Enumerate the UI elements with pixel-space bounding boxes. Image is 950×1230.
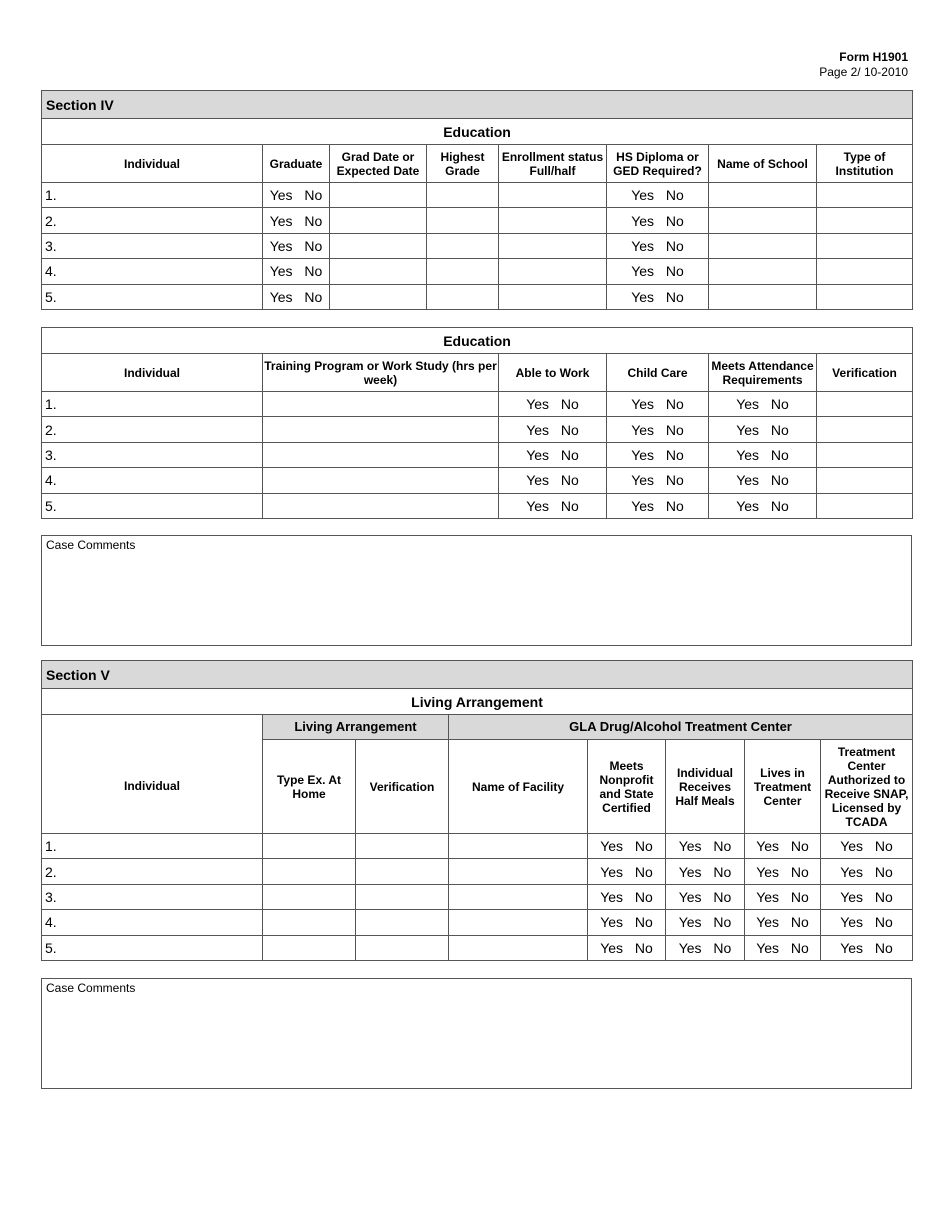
col-receives-half-meals: Individual Receives Half Meals (666, 740, 745, 834)
table-row (42, 392, 913, 417)
child-care-yes-no[interactable]: Yes No (607, 392, 709, 417)
col-highest-grade: Highest Grade (427, 145, 499, 183)
institution-type-field[interactable] (817, 259, 913, 284)
nonprofit-yes-no[interactable]: Yes No (588, 884, 666, 909)
attendance-yes-no[interactable]: Yes No (709, 417, 817, 442)
school-name-field[interactable] (709, 208, 817, 233)
row-index: 5. (42, 493, 263, 518)
table-row (42, 935, 913, 960)
table-row (42, 259, 913, 284)
grad-date-field[interactable] (330, 259, 427, 284)
school-name-field[interactable] (709, 233, 817, 258)
half-meals-yes-no[interactable]: Yes No (666, 884, 745, 909)
grad-date-field[interactable] (330, 284, 427, 309)
training-program-field[interactable] (263, 468, 499, 493)
row-index: 1. (42, 183, 263, 208)
highest-grade-field[interactable] (427, 259, 499, 284)
enrollment-field[interactable] (499, 208, 607, 233)
graduate-yes-no[interactable]: Yes No (263, 233, 330, 258)
verification-field[interactable] (817, 493, 913, 518)
nonprofit-yes-no[interactable]: Yes No (588, 834, 666, 859)
institution-type-field[interactable] (817, 284, 913, 309)
col-training-program: Training Program or Work Study (hrs per week) (263, 354, 499, 392)
authorized-snap-yes-no[interactable]: Yes No (821, 935, 913, 960)
col-individual: Individual (42, 740, 263, 834)
hs-diploma-yes-no[interactable]: Yes No (607, 233, 709, 258)
row-index: 1. (42, 834, 263, 859)
case-comments-section-5[interactable] (41, 978, 912, 1089)
education-table-2-title: Education (42, 328, 913, 354)
lives-in-center-yes-no[interactable]: Yes No (745, 935, 821, 960)
verification-field[interactable] (356, 834, 449, 859)
col-verification: Verification (356, 740, 449, 834)
row-index: 3. (42, 442, 263, 467)
form-identifier (819, 50, 908, 80)
graduate-yes-no[interactable]: Yes No (263, 284, 330, 309)
col-name-of-school: Name of School (709, 145, 817, 183)
authorized-snap-yes-no[interactable]: Yes No (821, 834, 913, 859)
col-graduate: Graduate (263, 145, 330, 183)
row-index: 4. (42, 468, 263, 493)
type-field[interactable] (263, 910, 356, 935)
authorized-snap-yes-no[interactable]: Yes No (821, 859, 913, 884)
education-table-1 (41, 90, 913, 310)
attendance-yes-no[interactable]: Yes No (709, 442, 817, 467)
attendance-yes-no[interactable]: Yes No (709, 493, 817, 518)
section-4-title: Section IV (42, 91, 913, 119)
able-to-work-yes-no[interactable]: Yes No (499, 417, 607, 442)
col-child-care: Child Care (607, 354, 709, 392)
lives-in-center-yes-no[interactable]: Yes No (745, 834, 821, 859)
half-meals-yes-no[interactable]: Yes No (666, 935, 745, 960)
col-enrollment-status: Enrollment status Full/half (499, 145, 607, 183)
training-program-field[interactable] (263, 493, 499, 518)
highest-grade-field[interactable] (427, 233, 499, 258)
facility-name-field[interactable] (449, 935, 588, 960)
grad-date-field[interactable] (330, 183, 427, 208)
row-index: 2. (42, 208, 263, 233)
section-5-title: Section V (42, 661, 913, 689)
col-meets-nonprofit: Meets Nonprofit and State Certified (588, 740, 666, 834)
grad-date-field[interactable] (330, 233, 427, 258)
able-to-work-yes-no[interactable]: Yes No (499, 468, 607, 493)
able-to-work-yes-no[interactable]: Yes No (499, 392, 607, 417)
table-row (42, 859, 913, 884)
attendance-yes-no[interactable]: Yes No (709, 392, 817, 417)
highest-grade-field[interactable] (427, 183, 499, 208)
training-program-field[interactable] (263, 417, 499, 442)
hs-diploma-yes-no[interactable]: Yes No (607, 183, 709, 208)
half-meals-yes-no[interactable]: Yes No (666, 859, 745, 884)
row-index: 2. (42, 859, 263, 884)
nonprofit-yes-no[interactable]: Yes No (588, 859, 666, 884)
enrollment-field[interactable] (499, 183, 607, 208)
type-field[interactable] (263, 884, 356, 909)
table-row (42, 284, 913, 309)
col-verification: Verification (817, 354, 913, 392)
type-field[interactable] (263, 834, 356, 859)
able-to-work-yes-no[interactable]: Yes No (499, 442, 607, 467)
nonprofit-yes-no[interactable]: Yes No (588, 935, 666, 960)
facility-name-field[interactable] (449, 859, 588, 884)
half-meals-yes-no[interactable]: Yes No (666, 834, 745, 859)
verification-field[interactable] (817, 392, 913, 417)
facility-name-field[interactable] (449, 910, 588, 935)
training-program-field[interactable] (263, 442, 499, 467)
row-index: 4. (42, 259, 263, 284)
form-number: Form H1901 (839, 50, 908, 64)
row-index: 5. (42, 284, 263, 309)
case-comments-label: Case Comments (46, 538, 136, 552)
institution-type-field[interactable] (817, 183, 913, 208)
col-type-ex-at-home: Type Ex. At Home (263, 740, 356, 834)
facility-name-field[interactable] (449, 834, 588, 859)
group-gla-treatment-center: GLA Drug/Alcohol Treatment Center (449, 715, 913, 740)
child-care-yes-no[interactable]: Yes No (607, 417, 709, 442)
school-name-field[interactable] (709, 284, 817, 309)
row-index: 5. (42, 935, 263, 960)
living-arrangement-title: Living Arrangement (42, 689, 913, 715)
col-able-to-work: Able to Work (499, 354, 607, 392)
verification-field[interactable] (817, 417, 913, 442)
lives-in-center-yes-no[interactable]: Yes No (745, 859, 821, 884)
school-name-field[interactable] (709, 259, 817, 284)
col-name-of-facility: Name of Facility (449, 740, 588, 834)
grad-date-field[interactable] (330, 208, 427, 233)
verification-field[interactable] (356, 884, 449, 909)
lives-in-center-yes-no[interactable]: Yes No (745, 884, 821, 909)
hs-diploma-yes-no[interactable]: Yes No (607, 259, 709, 284)
education-table-2 (41, 327, 913, 519)
table-row (42, 884, 913, 909)
hs-diploma-yes-no[interactable]: Yes No (607, 208, 709, 233)
verification-field[interactable] (356, 859, 449, 884)
type-field[interactable] (263, 859, 356, 884)
verification-field[interactable] (817, 468, 913, 493)
lives-in-center-yes-no[interactable]: Yes No (745, 910, 821, 935)
facility-name-field[interactable] (449, 884, 588, 909)
row-index: 3. (42, 884, 263, 909)
enrollment-field[interactable] (499, 233, 607, 258)
able-to-work-yes-no[interactable]: Yes No (499, 493, 607, 518)
col-hs-diploma: HS Diploma or GED Required? (607, 145, 709, 183)
graduate-yes-no[interactable]: Yes No (263, 183, 330, 208)
blank-header-cell (42, 715, 263, 740)
training-program-field[interactable] (263, 392, 499, 417)
enrollment-field[interactable] (499, 284, 607, 309)
row-index: 3. (42, 233, 263, 258)
hs-diploma-yes-no[interactable]: Yes No (607, 284, 709, 309)
verification-field[interactable] (356, 910, 449, 935)
row-index: 2. (42, 417, 263, 442)
child-care-yes-no[interactable]: Yes No (607, 493, 709, 518)
enrollment-field[interactable] (499, 259, 607, 284)
col-type-of-institution: Type of Institution (817, 145, 913, 183)
table-row (42, 233, 913, 258)
case-comments-section-4[interactable] (41, 535, 912, 646)
table-row (42, 183, 913, 208)
highest-grade-field[interactable] (427, 208, 499, 233)
living-arrangement-table (41, 660, 913, 961)
col-individual: Individual (42, 145, 263, 183)
type-field[interactable] (263, 935, 356, 960)
highest-grade-field[interactable] (427, 284, 499, 309)
col-meets-attendance: Meets Attendance Requirements (709, 354, 817, 392)
col-lives-in-treatment: Lives in Treatment Center (745, 740, 821, 834)
verification-field[interactable] (817, 442, 913, 467)
table-row (42, 910, 913, 935)
row-index: 1. (42, 392, 263, 417)
authorized-snap-yes-no[interactable]: Yes No (821, 910, 913, 935)
table-row (42, 208, 913, 233)
graduate-yes-no[interactable]: Yes No (263, 208, 330, 233)
child-care-yes-no[interactable]: Yes No (607, 442, 709, 467)
group-living-arrangement: Living Arrangement (263, 715, 449, 740)
institution-type-field[interactable] (817, 233, 913, 258)
authorized-snap-yes-no[interactable]: Yes No (821, 884, 913, 909)
verification-field[interactable] (356, 935, 449, 960)
school-name-field[interactable] (709, 183, 817, 208)
attendance-yes-no[interactable]: Yes No (709, 468, 817, 493)
col-authorized-snap: Treatment Center Authorized to Receive SNAP, Licensed by TCADA (821, 740, 913, 834)
table-row (42, 493, 913, 518)
institution-type-field[interactable] (817, 208, 913, 233)
row-index: 4. (42, 910, 263, 935)
table-row (42, 417, 913, 442)
graduate-yes-no[interactable]: Yes No (263, 259, 330, 284)
table-row (42, 834, 913, 859)
table-row (42, 442, 913, 467)
page-info: Page 2/ 10-2010 (819, 65, 908, 79)
nonprofit-yes-no[interactable]: Yes No (588, 910, 666, 935)
col-grad-date: Grad Date or Expected Date (330, 145, 427, 183)
half-meals-yes-no[interactable]: Yes No (666, 910, 745, 935)
table-row (42, 468, 913, 493)
child-care-yes-no[interactable]: Yes No (607, 468, 709, 493)
col-individual: Individual (42, 354, 263, 392)
education-table-1-title: Education (42, 119, 913, 145)
case-comments-label: Case Comments (46, 981, 136, 995)
